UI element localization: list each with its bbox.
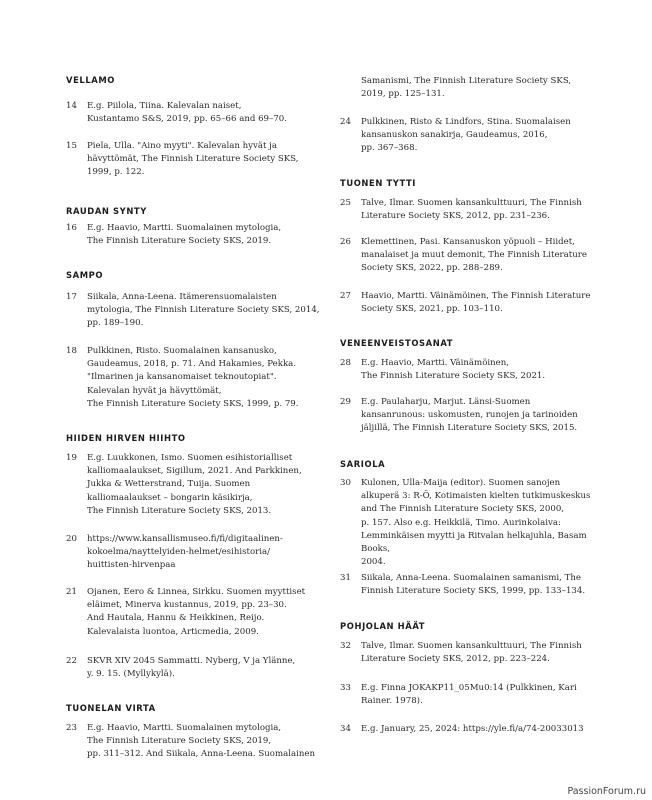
section-heading-sariola: SARIOLA bbox=[340, 459, 386, 469]
endnote-number: 31 bbox=[340, 573, 351, 583]
endnote-number: 33 bbox=[340, 683, 351, 693]
site-watermark: PassionForum.ru bbox=[567, 786, 646, 797]
endnote-31 bbox=[340, 572, 602, 598]
endnote-text: E.g. Luukkonen, Ismo. Suomen esihistorialliset kalliomaalaukset, Sigillum, 2021. And Parkkinen, Jukka & Wetterstrand, Tuija. Suomen kalliomaalaukset – bongarin käsikirja, The Finnish Literature Society SKS, 2013. bbox=[87, 453, 302, 516]
endnote-32 bbox=[340, 640, 602, 666]
endnote-number: 23 bbox=[66, 723, 77, 733]
endnote-number: 14 bbox=[66, 101, 77, 111]
endnote-text: E.g. Haavio, Martti. Suomalainen mytologia, The Finnish Literature Society SKS, 2019. bbox=[87, 223, 282, 247]
endnote-21 bbox=[66, 586, 336, 639]
endnote-text: Siikala, Anna-Leena. Itämerensuomalaisten mytologia, The Finnish Literature Society SKS, 2014, pp. 189–190. bbox=[87, 292, 320, 329]
endnote-number: 27 bbox=[340, 291, 351, 301]
endnote-27 bbox=[340, 290, 602, 316]
section-heading-hiiden-hirven-hiihto: HIIDEN HIRVEN HIIHTO bbox=[66, 433, 186, 443]
endnote-17 bbox=[66, 291, 336, 331]
section-heading-tuonelan-virta: TUONELAN VIRTA bbox=[66, 703, 156, 713]
endnote-33 bbox=[340, 682, 602, 708]
endnote-text: E.g. January, 25, 2024: https://yle.fi/a/74-20033013 bbox=[361, 724, 584, 734]
endnote-text: Haavio, Martti. Väinämöinen, The Finnish Literature Society SKS, 2021, pp. 103–110. bbox=[361, 291, 591, 315]
endnote-text: Siikala, Anna-Leena. Suomalainen samanismi, The Finnish Literature Society SKS, 1999, pp. 133–134. bbox=[361, 573, 586, 597]
endnote-number: 16 bbox=[66, 223, 77, 233]
endnote-14 bbox=[66, 100, 336, 126]
endnote-text: E.g. Finna JOKAKP11_05Mu0:14 (Pulkkinen, Kari Rainer. 1978). bbox=[361, 683, 577, 707]
endnote-number: 22 bbox=[66, 656, 77, 666]
endnote-29 bbox=[340, 396, 602, 436]
endnote-number: 15 bbox=[66, 141, 77, 151]
endnote-text: E.g. Piilola, Tiina. Kalevalan naiset, Kustantamo S&S, 2019, pp. 65–66 and 69–70. bbox=[87, 101, 287, 125]
endnote-number: 20 bbox=[66, 534, 77, 544]
endnote-text: https://www.kansallismuseo.fi/fi/digitaalinen- kokoelma/nayttelyiden-helmet/esihistoria/ huittisten-hirvenpaa bbox=[87, 534, 283, 571]
endnote-text: Klemettinen, Pasi. Kansanuskon yöpuoli – Hiidet, manalaiset ja muut demonit, The Finnish Literature Society SKS, 2022, pp. 288–289. bbox=[361, 237, 587, 274]
endnote-number: 19 bbox=[66, 453, 77, 463]
section-heading-sampo: SAMPO bbox=[66, 270, 104, 280]
endnote-text: Kulonen, Ulla-Maija (editor). Suomen sanojen alkuperä 3: R-Ö, Kotimaisten kielten tutkimuskeskus and The Finnish Literature Society SKS, 2000, p. 157. Also e.g. Heikkilä, Timo. Aurinkolaiva: Lemminkäisen myytti ja Ritvalan helkajuhla, Basam Books, 2004. bbox=[361, 478, 591, 568]
endnote-16 bbox=[66, 222, 336, 248]
endnote-23 bbox=[66, 722, 336, 762]
endnote-20 bbox=[66, 533, 336, 573]
endnote-19 bbox=[66, 452, 336, 518]
endnote-number: 25 bbox=[340, 198, 351, 208]
endnote-text: Ojanen, Eero & Linnea, Sirkku. Suomen myyttiset eläimet, Minerva kustannus, 2019, pp. 23–30. And Hautala, Hannu & Heikkinen, Reijo. Kalevalaista luontoa, Articmedia, 2009. bbox=[87, 587, 306, 637]
endnote-text: Pulkkinen, Risto. Suomalainen kansanusko, Gaudeamus, 2018, p. 71. And Hakamies, Pekka. "Ilmarinen ja kansanomaiset teknoutopiat". Kalevalan hyvät ja hävyttömät, The Finnish Literature Society SKS, 1999, p. 79. bbox=[87, 346, 299, 409]
section-heading-veneenveistosanat: VENEENVEISTOSANAT bbox=[340, 338, 454, 348]
endnote-text: E.g. Haavio, Martti. Suomalainen mytologia, The Finnish Literature Society SKS, 2019, pp. 311–312. And Siikala, Anna-Leena. Suomalainen bbox=[87, 723, 316, 760]
section-heading-pohjolan-haat: POHJOLAN HÄÄT bbox=[340, 621, 426, 631]
endnote-number: 28 bbox=[340, 358, 351, 368]
endnote-number: 29 bbox=[340, 397, 351, 407]
endnote-30 bbox=[340, 477, 602, 569]
endnote-text: SKVR XIV 2045 Sammatti. Nyberg, V ja Ylänne, y. 9. 15. (Myllykylä). bbox=[87, 656, 296, 680]
endnote-28 bbox=[340, 357, 602, 383]
endnote-text: Samanismi, The Finnish Literature Society SKS, 2019, pp. 125–131. bbox=[361, 76, 572, 100]
endnote-number: 17 bbox=[66, 292, 77, 302]
endnote-number: 24 bbox=[340, 117, 351, 127]
endnote-text: E.g. Paulaharju, Marjut. Länsi-Suomen kansanrunous: uskomusten, runojen ja tarinoiden jäljillä, The Finnish Literature Society SKS, 2015. bbox=[361, 397, 578, 434]
section-heading-raudan-synty: RAUDAN SYNTY bbox=[66, 206, 147, 216]
endnote-number: 18 bbox=[66, 346, 77, 356]
endnote-text: Piela, Ulla. "Aino myyti". Kalevalan hyvät ja hävyttömät, The Finnish Literature Society SKS, 1999, p. 122. bbox=[87, 141, 299, 178]
endnote-text: E.g. Haavio, Martti. Väinämöinen, The Finnish Literature Society SKS, 2021. bbox=[361, 358, 546, 382]
endnote-23-continued bbox=[340, 75, 602, 101]
section-heading-vellamo: VELLAMO bbox=[66, 75, 116, 85]
endnote-number: 34 bbox=[340, 724, 351, 734]
endnote-25 bbox=[340, 197, 602, 223]
endnote-text: Talve, Ilmar. Suomen kansankulttuuri, The Finnish Literature Society SKS, 2012, pp. 231–236. bbox=[361, 198, 582, 222]
endnote-26 bbox=[340, 236, 602, 276]
endnote-number: 30 bbox=[340, 478, 351, 488]
endnote-number: 32 bbox=[340, 641, 351, 651]
endnote-text: Talve, Ilmar. Suomen kansankulttuuri, The Finnish Literature Society SKS, 2012, pp. 223–224. bbox=[361, 641, 582, 665]
endnote-text: Pulkkinen, Risto & Lindfors, Stina. Suomalaisen kansanuskon sanakirja, Gaudeamus, 2016, pp. 367–368. bbox=[361, 117, 571, 154]
endnote-22 bbox=[66, 655, 336, 681]
endnote-number: 21 bbox=[66, 587, 77, 597]
endnote-15 bbox=[66, 140, 336, 180]
section-heading-tuonen-tytti: TUONEN TYTTI bbox=[340, 178, 416, 188]
endnote-18 bbox=[66, 345, 336, 411]
endnote-34 bbox=[340, 723, 602, 736]
endnote-24 bbox=[340, 116, 602, 156]
endnote-number: 26 bbox=[340, 237, 351, 247]
